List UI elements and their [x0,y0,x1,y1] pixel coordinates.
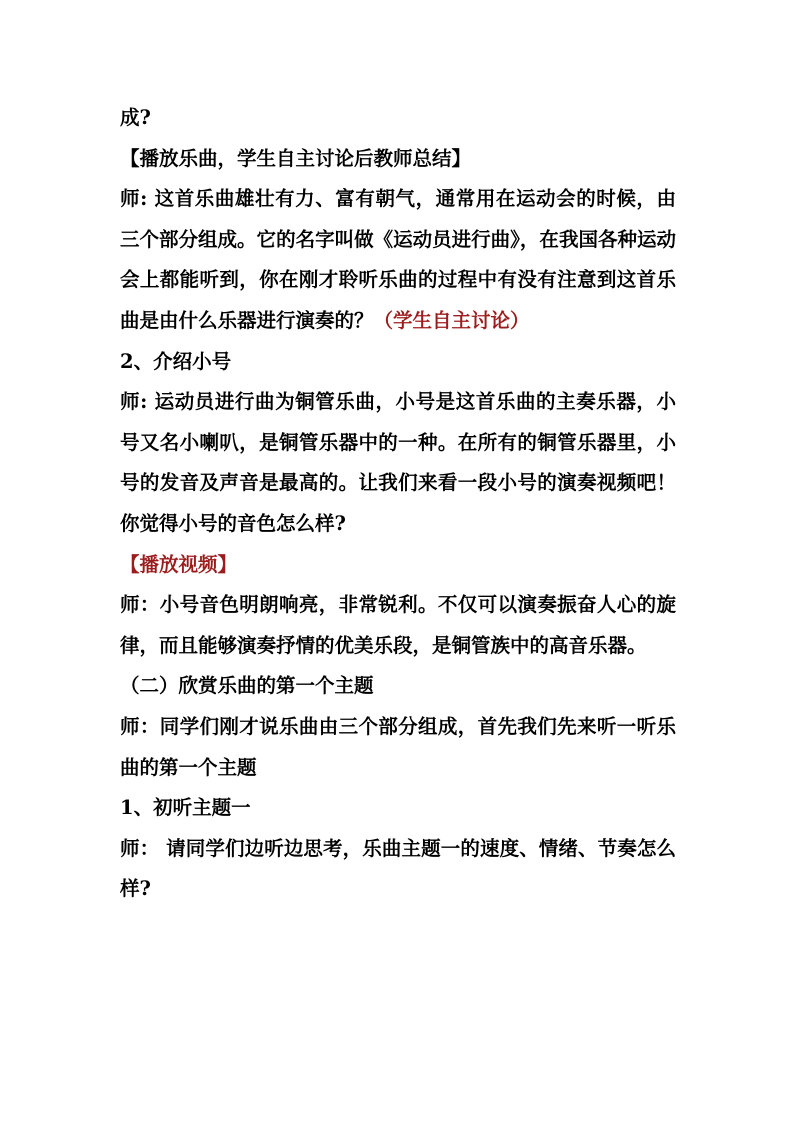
student-discussion-note: （学生自主讨论） [373,308,530,332]
document-body [120,98,676,910]
teacher-paragraph-timbre: 师：小号音色明朗响亮，非常锐利。不仅可以演奏振奋人心的旋律，而且能够演奏抒情的优美乐段，是铜管族中的高音乐器。 [120,593,676,657]
section-heading-first-listen: 1、初听主题一 [120,796,251,820]
stage-direction-play-music: 【播放乐曲，学生自主讨论后教师总结】 [120,146,472,170]
teacher-paragraph-text: 师: 这首乐曲雄壮有力、富有朝气，通常用在运动会的时候，由三个部分组成。它的名字叫做《运动员进行曲》，在我国各种运动会上都能听到，你在刚才聆听乐曲的过程中有没有注意到这首乐曲是由什么乐器进行演奏的？ [120,187,676,332]
teacher-paragraph-three-parts: 师：同学们刚才说乐曲由三个部分组成，首先我们先来听一听乐曲的第一个主题 [120,714,676,779]
section-heading-theme-one: （二）欣赏乐曲的第一个主题 [120,674,374,698]
teacher-paragraph-music-intro [120,179,676,341]
stage-direction-play-video: 【播放视频】 [120,552,238,576]
section-heading-trumpet: 2、介绍小号 [120,349,232,373]
teacher-paragraph-questions: 师： 请同学们边听边思考，乐曲主题一的速度、情绪、节奏怎么样? [120,836,676,901]
teacher-paragraph-trumpet: 师: 运动员进行曲为铜管乐曲，小号是这首乐曲的主奏乐器，小号又名小喇叭，是铜管乐器中的一种。在所有的铜管乐器里，小号的发音及声音是最高的。让我们来看一段小号的演奏视频吧！你觉得小号的音色怎么样? [120,390,676,535]
paragraph-continuation: 成? [120,106,151,129]
